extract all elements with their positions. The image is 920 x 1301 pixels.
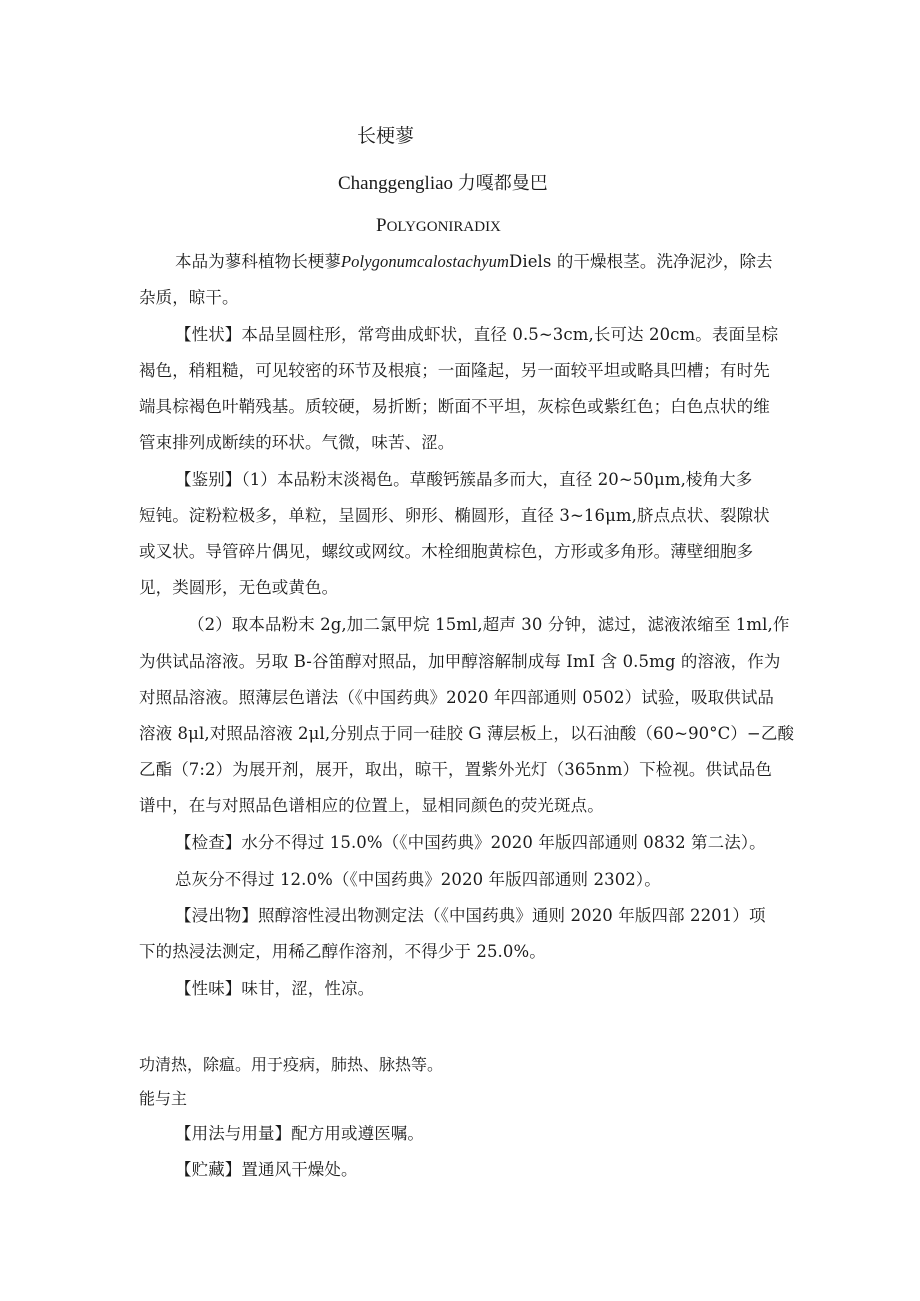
intro-latin-name: Polygonumcalostachyum xyxy=(341,252,509,271)
jianbie2-line-6: 谱中，在与对照品色谱相应的位置上，显相同颜色的荧光斑点。 xyxy=(139,796,604,815)
yongfa-line-1: 【用法与用量】配方用或遵医嘱。 xyxy=(175,1124,424,1143)
gongneng-line-1: 功清热，除瘟。用于疫病，肺热、脉热等。 xyxy=(139,1055,444,1074)
xingzhuang-line-3: 端具棕褐色叶鞘残基。质较硬，易折断；断面不平坦，灰棕色或紫红色；白色点状的维 xyxy=(139,397,770,416)
xingzhuang-line-2: 褐色，稍粗糙，可见较密的环节及根痕；一面隆起，另一面较平坦或略具凹槽；有时先 xyxy=(139,361,770,380)
intro-line-1 xyxy=(175,252,773,272)
intro-post: Diels 的干燥根茎。洗净泥沙，除去 xyxy=(508,252,773,271)
jianbie1-line-1: 【鉴别】（1）本品粉末淡褐色。草酸钙簇晶多而大，直径 20~50μm,棱角大多 xyxy=(175,470,753,489)
jianbie2-line-1: （2）取本品粉末 2g,加二氯甲烷 15ml,超声 30 分钟，滤过，滤液浓缩至 1ml,作 xyxy=(188,615,790,634)
xingwei-line-1: 【性味】味甘，涩，性凉。 xyxy=(175,979,375,998)
title-latin xyxy=(376,214,501,239)
title-latin-first: P xyxy=(376,215,387,236)
jianbie2-line-5: 乙酯（7:2）为展开剂，展开，取出，晾干，置紫外光灯（365nm）下检视。供试品色 xyxy=(139,760,772,779)
title-chinese: 长梗蓼 xyxy=(357,125,415,147)
jinchuwu-line-1: 【浸出物】照醇溶性浸出物测定法（《中国药典》通则 2020 年版四部 2201）项 xyxy=(175,906,766,925)
jianbie2-line-4: 溶液 8μl,对照品溶液 2μl,分别点于同一硅胶 G 薄层板上，以石油酸（60~90°C）−乙酸 xyxy=(139,724,795,743)
xingzhuang-line-4: 管束排列成断续的环状。气微，味苦、涩。 xyxy=(139,433,455,452)
jiancha-line-2: 总灰分不得过 12.0%（《中国药典》2020 年版四部通则 2302）。 xyxy=(175,870,661,889)
intro-line-2: 杂质，晾干。 xyxy=(139,288,239,307)
jiancha-line-1: 【检查】水分不得过 15.0%（《中国药典》2020 年版四部通则 0832 第二法）。 xyxy=(175,833,766,852)
jianbie1-line-3: 或叉状。导管碎片偶见，螺纹或网纹。木栓细胞黄棕色，方形或多角形。薄壁细胞多 xyxy=(139,542,754,561)
jianbie1-line-2: 短钝。淀粉粒极多，单粒，呈圆形、卵形、椭圆形，直径 3~16μm,脐点点状、裂隙状 xyxy=(139,506,770,525)
jianbie2-line-3: 对照品溶液。照薄层色谱法（《中国药典》2020 年四部通则 0502）试验，吸取供试品 xyxy=(139,688,775,707)
title-pinyin-suffix: 力嘎都曼巴 xyxy=(457,173,548,194)
title-pinyin: Changgengliao xyxy=(338,173,454,194)
gongneng-line-2: 能与主 xyxy=(139,1089,188,1108)
title-pinyin-line xyxy=(338,172,548,196)
title-latin-rest: OLYGONIRADIX xyxy=(386,219,501,235)
zhucang-line-1: 【贮藏】置通风干燥处。 xyxy=(175,1160,358,1179)
xingzhuang-line-1: 【性状】本品呈圆柱形，常弯曲成虾状，直径 0.5~3cm,长可达 20cm。表面呈棕 xyxy=(175,325,779,344)
jinchuwu-line-2: 下的热浸法测定，用稀乙醇作溶剂，不得少于 25.0%。 xyxy=(139,942,546,961)
intro-pre: 本品为蓼科植物长梗蓼 xyxy=(175,252,341,271)
jianbie2-line-2: 为供试品溶液。另取 B-谷笛醇对照品，加甲醇溶解制成每 ImI 含 0.5mg 的溶液，作为 xyxy=(139,652,781,671)
jianbie1-line-4: 见，类圆形，无色或黄色。 xyxy=(139,578,339,597)
